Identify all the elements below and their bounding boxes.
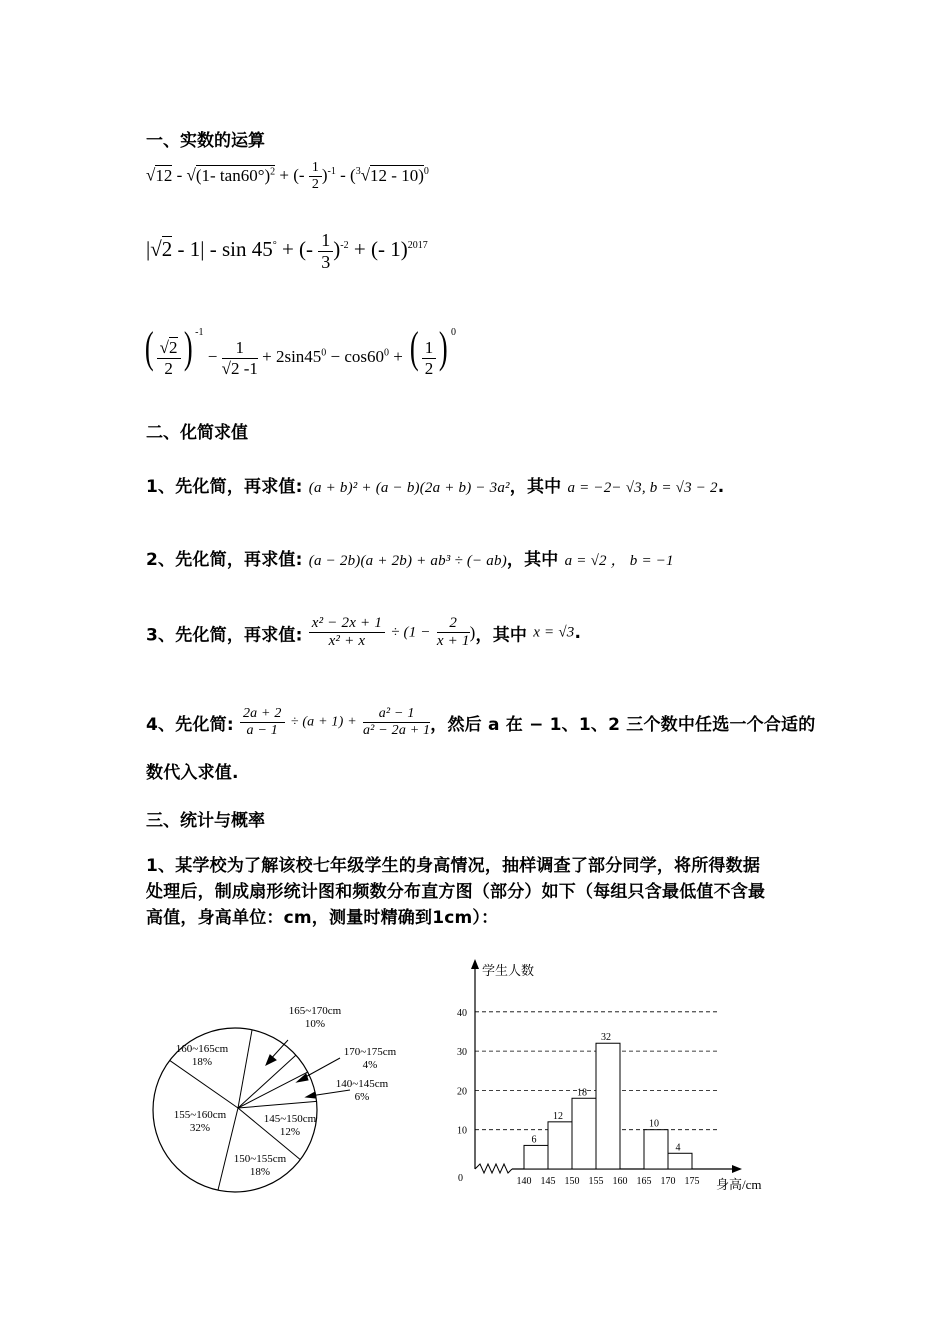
problem-4-line2: 数代入求值.	[146, 763, 239, 783]
bar-value-label: 12	[553, 1110, 563, 1122]
y-tick-label: 20	[457, 1086, 467, 1098]
y-tick-label: 40	[457, 1007, 467, 1019]
y-tick-label: 30	[457, 1047, 467, 1059]
y-tick-label: 0	[458, 1173, 463, 1184]
expression-2: |√2 - 1| - sin 45° + (- $\frac{1}{3}$ )$^{-2}$ + (- 1)$^{2017}$	[146, 230, 428, 272]
pie-slice-label: 150~155cm	[233, 1153, 287, 1165]
bar-value-label: 6	[531, 1134, 537, 1146]
histogram-bar	[548, 1122, 572, 1169]
pie-slice-label: 155~160cm	[173, 1109, 227, 1121]
x-tick-label: 175	[684, 1176, 700, 1187]
x-tick-label: 170	[660, 1176, 676, 1187]
pie-slice-label: 170~175cm	[343, 1046, 397, 1058]
bar-value-label: 18	[577, 1087, 587, 1099]
pie-slice-percent: 4%	[362, 1059, 378, 1071]
y-axis-arrow	[471, 959, 479, 969]
pie-slice-percent: 18%	[249, 1166, 271, 1178]
histogram-bar	[572, 1098, 596, 1169]
x-tick-label: 140	[516, 1176, 532, 1187]
bar-value-label: 10	[649, 1118, 659, 1130]
section-title-statistics: 三、统计与概率	[146, 811, 265, 831]
problem-3: 3、先化简，再求值: $\frac{\text{x² − 2x + 1}}{\text{x² + x}}$ ÷ (1 − $\frac{2}{x + 1}$ )，其中 x = √3.	[146, 615, 582, 650]
expression-1: √12 - √(1- tan60°)$^2$ + (- $\frac{1}{2}$ )$^{-1}$ - ($^3$√12 - 10)$^0$	[146, 160, 429, 193]
histogram-bar	[596, 1043, 620, 1169]
x-tick-label: 145	[540, 1176, 556, 1187]
stat-problem-line1: 1、某学校为了解该校七年级学生的身高情况，抽样调查了部分同学，将所得数据	[146, 856, 761, 876]
expression-3: ( $\frac{√2}{2}$ ) $^{-1}$ − $\frac{1}{√2 -1}$ + $2\sin 45^0 - \cos 60^0$ + ( $\frac{1}{2}$ ) $^0$	[144, 323, 456, 378]
bar-value-label: 32	[601, 1032, 611, 1044]
x-tick-label: 165	[636, 1176, 652, 1187]
histogram-bar	[644, 1130, 668, 1169]
x-axis-arrow	[732, 1165, 742, 1173]
problem-4: 4、先化简: $\frac{2a + 2}{a - 1}$ ÷ (a + 1) + $\frac{\text{a² − 1}}{\text{a² − 2a + 1}}$ ，然后 a 在 − 1、1、2 三个数中任选一个合适的	[146, 706, 816, 739]
y-axis-label: 学生人数	[482, 963, 535, 978]
stat-problem-line3: 高值，身高单位：cm，测量时精确到1cm）：	[146, 908, 499, 928]
histogram-bar	[668, 1153, 692, 1169]
x-tick-label: 160	[612, 1176, 628, 1187]
pie-slice-percent: 32%	[189, 1122, 211, 1134]
x-tick-label: 150	[564, 1176, 580, 1187]
pie-slice-label: 160~165cm	[175, 1043, 229, 1055]
histogram-bar	[524, 1145, 548, 1169]
problem-1: 1、先化简，再求值: (a + b)² + (a − b)(2a + b) − 3a²，其中 a = −2− √3, b = √3 − 2.	[146, 477, 725, 497]
histogram	[440, 955, 780, 1195]
x-axis-label: 身高/cm	[716, 1177, 762, 1192]
pie-slice-percent: 10%	[304, 1018, 326, 1030]
pie-slice-percent: 12%	[279, 1126, 301, 1138]
pie-slice-percent: 6%	[354, 1091, 370, 1103]
problem-2: 2、先化简，再求值: (a − 2b)(a + 2b) + ab³ ÷ (− ab)，其中 a = √2 ， b = −1	[146, 550, 674, 570]
section-title-real-numbers: 一、实数的运算	[146, 131, 265, 151]
section-title-simplify: 二、化简求值	[146, 423, 248, 443]
pie-slice-label: 165~170cm	[288, 1005, 342, 1017]
pie-slice-percent: 18%	[191, 1056, 213, 1068]
pie-chart	[150, 1000, 397, 1200]
x-tick-label: 155	[588, 1176, 604, 1187]
pie-slice-label: 145~150cm	[263, 1113, 317, 1125]
y-tick-label: 10	[457, 1125, 467, 1137]
pie-slice-boundary	[238, 1030, 252, 1108]
bar-value-label: 4	[675, 1142, 681, 1154]
axis-break	[475, 1164, 512, 1173]
stat-problem-line2: 处理后，制成扇形统计图和频数分布直方图（部分）如下（每组只含最低值不含最	[146, 882, 766, 902]
pie-slice-label: 140~145cm	[335, 1078, 389, 1090]
